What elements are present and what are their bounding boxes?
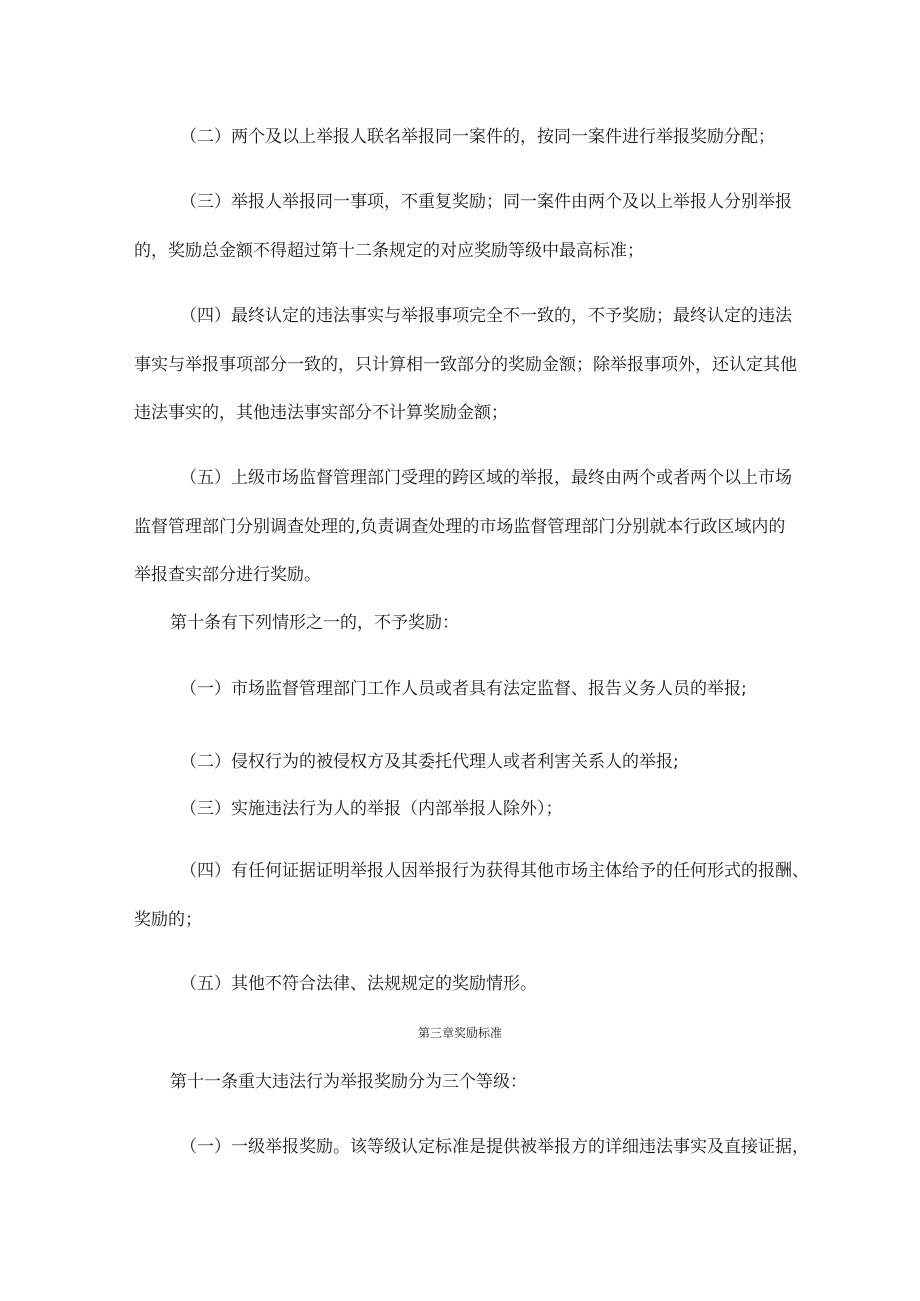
paragraph-line: 监督管理部门分别调查处理的,负责调查处理的市场监督管理部门分别就本行政区域内的: [134, 517, 786, 537]
paragraph-line: （一）市场监督管理部门工作人员或者具有法定监督、报告义务人员的举报;: [180, 679, 747, 699]
paragraph-line: （五）其他不符合法律、法规规定的奖励情形。: [180, 974, 537, 994]
paragraph-line: （三）举报人举报同一事项，不重复奖励；同一案件由两个及以上举报人分别举报: [180, 192, 792, 212]
paragraph-line: （三）实施违法行为人的举报（内部举报人除外）；: [180, 799, 563, 819]
paragraph-line: （五）上级市场监督管理部门受理的跨区域的举报，最终由两个或者两个以上市场: [180, 468, 792, 488]
chapter-heading: 第三章奖励标准: [417, 1026, 502, 1040]
paragraph-line: 的，奖励总金额不得超过第十二条规定的对应奖励等级中最高标准；: [134, 241, 644, 261]
paragraph-line: （二）两个及以上举报人联名举报同一案件的，按同一案件进行举报奖励分配；: [180, 127, 775, 147]
paragraph-line: 奖励的；: [134, 910, 202, 930]
paragraph-line: 事实与举报事项部分一致的，只计算相一致部分的奖励金额；除举报事项外，还认定其他: [134, 355, 797, 375]
article-heading: 第十一条重大违法行为举报奖励分为三个等级：: [170, 1072, 527, 1092]
article-heading: 第十条有下列情形之一的，不予奖励：: [170, 613, 459, 633]
paragraph-line: （四）有任何证据证明举报人因举报行为获得其他市场主体给予的任何形式的报酬、: [180, 861, 809, 881]
paragraph-line: （二）侵权行为的被侵权方及其委托代理人或者利害关系人的举报;: [180, 752, 679, 772]
paragraph-line: 违法事实的，其他违法事实部分不计算奖励金额；: [134, 403, 508, 423]
paragraph-line: 举报查实部分进行奖励。: [134, 565, 321, 585]
paragraph-line: （四）最终认定的违法事实与举报事项完全不一致的，不予奖励；最终认定的违法: [180, 306, 792, 326]
paragraph-line: （一）一级举报奖励。该等级认定标准是提供被举报方的详细违法事实及直接证据，: [180, 1137, 809, 1157]
